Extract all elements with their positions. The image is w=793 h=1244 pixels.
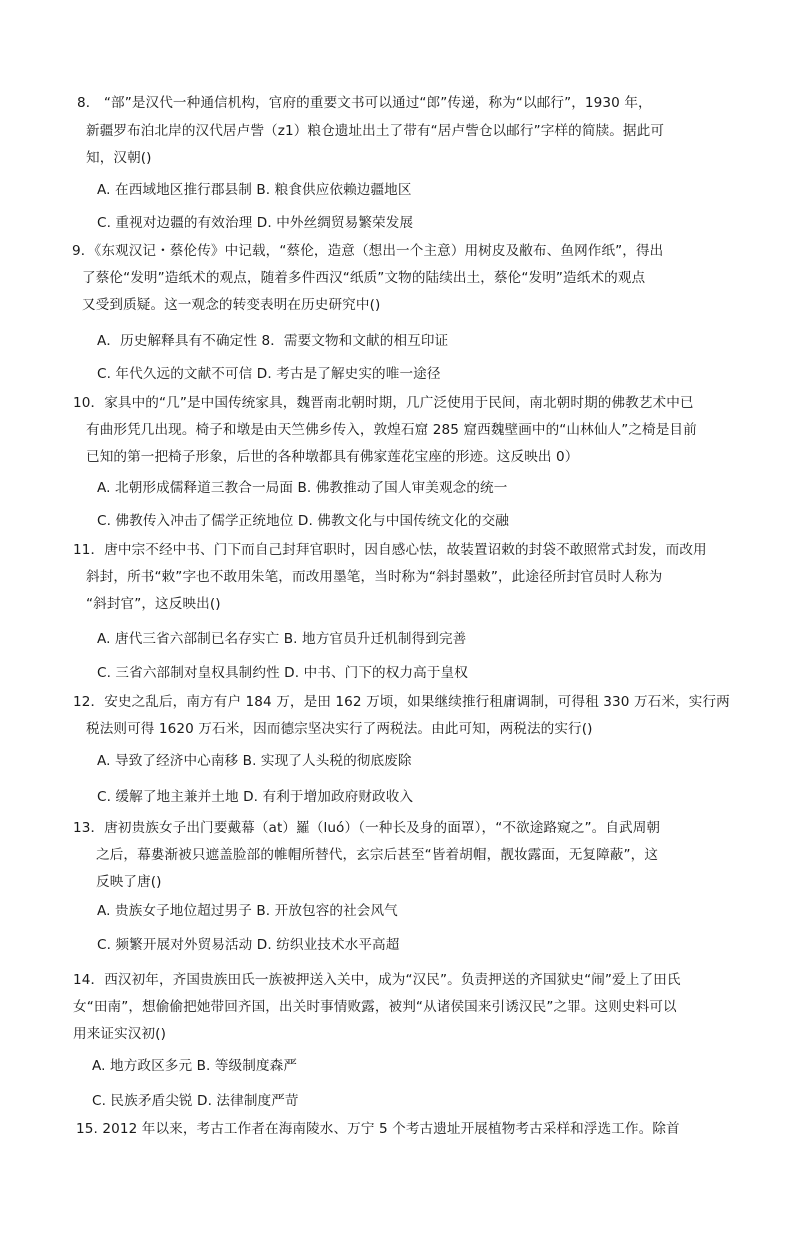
- question-number: 12．: [73, 694, 105, 710]
- question-number: 11．: [73, 542, 105, 558]
- question-10-line-2: 有曲形凭几出现。椅子和墩是由天竺佛乡传入，敦煌石窟 285 窟西魏壁画中的“山林仙人”之椅是目前: [86, 422, 697, 438]
- question-15-line-1: [76, 1119, 680, 1139]
- question-12-option-cd: C. 缓解了地主兼并土地 D. 有利于增加政府财政收入: [97, 789, 414, 805]
- question-stem-text: 西汉初年，齐国贵族田氏一族被押送入关中，成为“汉民”。负责押送的齐国狱史“闹”爱上了田氏: [104, 972, 681, 988]
- question-14-line-3: 用来证实汉初(): [73, 1026, 166, 1042]
- question-11-option-ab: A. 唐代三省六部制已名存实亡 B. 地方官员升迁机制得到完善: [97, 631, 467, 647]
- question-12-option-ab: A. 导致了经济中心南移 B. 实现了人头税的彻底废除: [97, 753, 412, 769]
- question-8-option-cd: C. 重视对边疆的有效治理 D. 中外丝绸贸易繁荣发展: [97, 215, 414, 231]
- question-14-line-2: 女“田南”，想偷偷把她带回齐国，出关时事情败露，被判“从诸侯国来引诱汉民”之罪。这则史料可以: [73, 999, 677, 1015]
- question-11-line-3: “斜封官”，这反映出(): [86, 596, 221, 612]
- question-12-line-1: [73, 692, 730, 712]
- question-number: 14．: [73, 972, 105, 988]
- question-stem-text: 2012 年以来，考古工作者在海南陵水、万宁 5 个考古遗址开展植物考古采样和浮选工作。除首: [102, 1121, 680, 1137]
- question-14-line-1: [73, 970, 681, 990]
- question-number: 13．: [73, 820, 105, 836]
- question-number: 9．: [72, 243, 95, 259]
- question-9-line-3: 又受到质疑。这一观念的转变表明在历史研究中(): [82, 297, 381, 313]
- question-10-line-1: [73, 393, 694, 413]
- question-14-option-cd: C. 民族矛盾尖锐 D. 法律制度严苛: [92, 1093, 299, 1109]
- question-13-line-3: 反映了唐(): [96, 874, 162, 890]
- question-9-line-2: 了蔡伦“发明”造纸术的观点，随着多件西汉“纸质”文物的陆续出土，蔡伦“发明”造纸术的观点: [82, 270, 646, 286]
- question-8-line-2: 新疆罗布泊北岸的汉代居卢訾（z1）粮仓遗址出土了带有“居卢訾仓以邮行”字样的简牍。据此可: [86, 123, 665, 139]
- question-8-line-3: 知，汉朝(): [86, 150, 152, 166]
- question-13-line-1: [73, 818, 660, 838]
- question-number: 10．: [73, 395, 105, 411]
- question-8-option-ab: A. 在西域地区推行郡县制 B. 粮食供应依赖边疆地区: [97, 182, 412, 198]
- question-10-line-3: 已知的第一把椅子形象，后世的各种墩都具有佛家莲花宝座的形迹。这反映出 0）: [86, 449, 579, 465]
- question-13-line-2: 之后，幕婁渐被只遮盖脸部的帷帽所替代，玄宗后甚至“皆着胡帽，靓妆露面，无复障蔽”，这: [96, 847, 659, 863]
- question-9-line-1: [72, 241, 663, 261]
- question-number: 8．: [77, 95, 100, 111]
- question-number: 15.: [76, 1121, 98, 1137]
- question-10-option-cd: C. 佛教传入冲击了儒学正统地位 D. 佛教文化与中国传统文化的交融: [97, 513, 509, 529]
- question-stem-text: 唐初贵族女子出门要戴幕（at）羅（luó）（一种长及身的面罩），“不欲途路窥之”。自武周朝: [104, 820, 661, 836]
- question-10-option-ab: A. 北朝形成儒释道三教合一局面 B. 佛教推动了国人审美观念的统一: [97, 480, 508, 496]
- question-8-line-1: [77, 93, 652, 113]
- question-stem-text: 家具中的“几”是中国传统家具，魏晋南北朝时期，几广泛使用于民间，南北朝时期的佛教艺术中已: [104, 395, 694, 411]
- question-stem-text: 唐中宗不经中书、门下而自己封拜官职时，因自感心怯，故装置诏敕的封袋不敢照常式封发，而改用: [104, 542, 707, 558]
- question-11-option-cd: C. 三省六部制对皇权具制约性 D. 中书、门下的权力高于皇权: [97, 665, 468, 681]
- question-stem-text: 《东观汉记・蔡伦传》中记载，“蔡伦，造意（想出一个主意）用树皮及敝布、鱼网作纸”，得出: [94, 243, 664, 259]
- question-14-option-ab: A. 地方政区多元 B. 等级制度森严: [92, 1058, 298, 1074]
- question-12-line-2: 税法则可得 1620 万石米，因而德宗坚决实行了两税法。由此可知，两税法的实行(): [86, 721, 593, 737]
- question-13-option-cd: C. 频繁开展对外贸易活动 D. 纺织业技术水平高超: [97, 937, 400, 953]
- question-9-option-ab: A．历史解释具有不确定性 8．需要文物和文献的相互印证: [97, 333, 449, 349]
- question-stem-text: 安史之乱后，南方有户 184 万，是田 162 万顷，如果继续推行租庸调制，可得租 330 万石米，实行两: [104, 694, 730, 710]
- question-11-line-2: 斜封，所书“敕”字也不敢用朱笔，而改用墨笔，当时称为“斜封墨敕”，此途径所封官员时人称为: [86, 569, 663, 585]
- question-11-line-1: [73, 540, 707, 560]
- question-9-option-cd: C. 年代久远的文献不可信 D. 考古是了解史实的唯一途径: [97, 366, 441, 382]
- question-stem-text: “部”是汉代一种通信机构，官府的重要文书可以通过“郎”传递，称为“以邮行”，1930 年，: [103, 95, 652, 111]
- question-13-option-ab: A. 贵族女子地位超过男子 B. 开放包容的社会风气: [97, 903, 398, 919]
